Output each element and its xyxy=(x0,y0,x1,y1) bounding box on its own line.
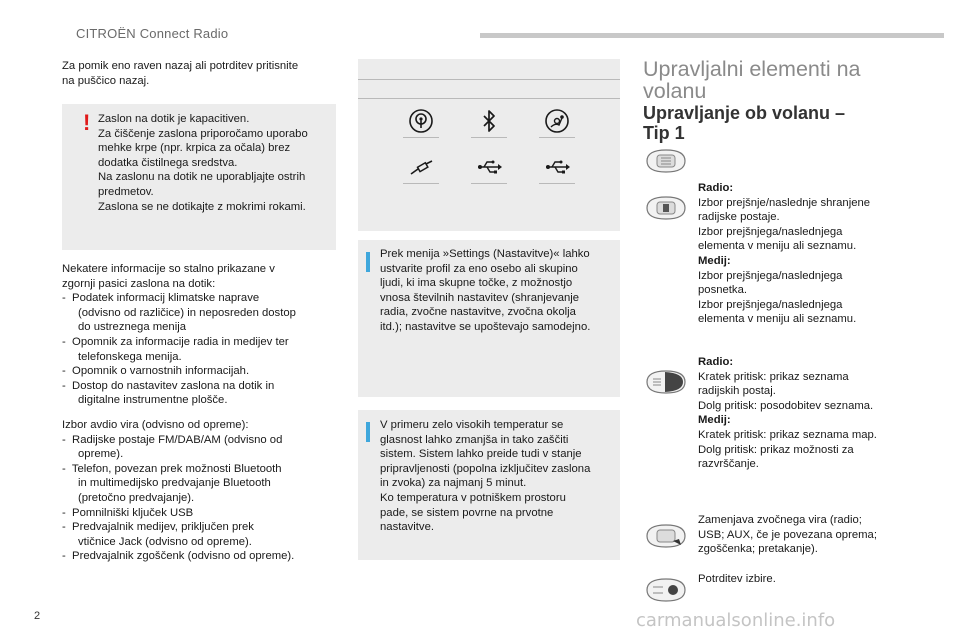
intro-text xyxy=(62,59,352,88)
text-line: Na zaslonu na dotik ne uporabljajte ostrih xyxy=(98,171,306,184)
text-line: USB; AUX, če je povezana oprema; xyxy=(698,528,877,541)
info-icon xyxy=(366,422,370,442)
text-line: zgoščenka; pretakanje). xyxy=(698,543,818,556)
text-line: Izbor prejšnjega/naslednjega xyxy=(698,269,843,282)
icon-separator xyxy=(403,137,439,138)
text-line: elementa v meniju ali seznamu. xyxy=(698,240,857,253)
list-item: - Pomnilniški ključek USB xyxy=(62,506,194,519)
text-line: Dolg pritisk: posodobitev seznama. xyxy=(698,399,874,412)
header-rule xyxy=(480,33,944,38)
text-line: Medij: xyxy=(698,254,731,267)
icon-separator xyxy=(471,183,507,184)
list-item-cont: (odvisno od različice) in neposreden dostop xyxy=(78,306,296,319)
section-title xyxy=(643,58,861,102)
text-line: Za čiščenje zaslona priporočamo uporabo xyxy=(98,127,308,140)
text-line: sistem. Sistem lahko preide tudi v stanje xyxy=(380,448,582,461)
usb-icon xyxy=(474,152,504,182)
info-box-temperature-text xyxy=(380,418,612,535)
text-line: Prek menija »Settings (Nastavitve)« lahko xyxy=(380,248,590,260)
text-line: Kratek pritisk: prikaz seznama xyxy=(698,370,849,383)
text-line: Izbor prejšnje/naslednje shranjene xyxy=(698,196,871,209)
steering-control-icon xyxy=(643,521,689,551)
text-line: radia, zvočne nastavitve, zvočna okolja xyxy=(380,306,576,319)
subtitle-line: Tip 1 xyxy=(643,123,685,143)
icon-separator xyxy=(539,137,575,138)
list-item: - Opomnik o varnostnih informacijah. xyxy=(62,365,250,378)
list-item: - Podatek informacij klimatske naprave xyxy=(62,292,260,305)
text-line: pade, se sistem povrne na prvotne xyxy=(380,506,554,519)
list-item-cont: digitalne instrumentne plošče. xyxy=(78,394,228,407)
text-line: ljudi, ki ima skupne točke, z možnostjo xyxy=(380,277,573,290)
text-line: Dolg pritisk: prikaz možnosti za xyxy=(698,443,854,456)
section-subtitle xyxy=(643,103,845,143)
title-line: volanu xyxy=(643,79,707,103)
steering-control-icon xyxy=(643,146,689,176)
text-line: dodatka čistilnega sredstva. xyxy=(98,156,238,169)
text-line: razvrščanje. xyxy=(698,458,759,471)
text-line: Nekatere informacije so stalno prikazane v xyxy=(62,263,275,275)
list-item: - Telefon, povezan prek možnosti Bluetooth xyxy=(62,462,282,475)
jack-icon xyxy=(406,152,436,182)
text-line: pripravljenosti (popolna izklјučitev zaslona xyxy=(380,462,591,475)
list-item: - Dostop do nastavitev zaslona na dotik in xyxy=(62,379,275,392)
steering-control-icon xyxy=(643,367,689,397)
subtitle-line: Upravljanje ob volanu – xyxy=(643,103,846,123)
text-line: Medij: xyxy=(698,414,731,427)
control-description xyxy=(698,355,913,472)
list-item-cont: in multimedijsko predvajanje Bluetooth xyxy=(78,477,271,490)
text-line: Potrditev izbire. xyxy=(698,573,776,585)
text-line: Zaslon na dotik je kapacitiven. xyxy=(98,113,250,125)
text-line: radijskih postaj. xyxy=(698,385,776,398)
list-item: - Radijske postaje FM/DAB/AM (odvisno od xyxy=(62,433,283,446)
info-icon xyxy=(366,252,370,272)
text-line: Ko temperatura v potniškem prostoru xyxy=(380,491,566,504)
text-line: Kratek pritisk: prikaz seznama map. xyxy=(698,428,877,441)
list-item: - Opomnik za informacije radia in medijev ter xyxy=(62,335,289,348)
icon-separator xyxy=(539,183,575,184)
page-number: 2 xyxy=(34,610,41,622)
control-description xyxy=(698,181,913,327)
text-line: Radio: xyxy=(698,356,734,368)
text-line: ustvarite profil za eno osebo ali skupino xyxy=(380,262,578,275)
text-line: V primeru zelo visokih temperatur se xyxy=(380,419,564,431)
info-box-settings-text xyxy=(380,247,612,335)
list-item: - Predvajalnik zgoščenk (odvisno od opreme). xyxy=(62,550,295,563)
text-line: elementa v meniju ali seznamu. xyxy=(698,313,857,326)
screen-illustration xyxy=(358,59,620,231)
text-line: Zamenjava zvočnega vira (radio; xyxy=(698,514,862,526)
text-line: Izbor prejšnjega/naslednjega xyxy=(698,298,843,311)
bluetooth-icon xyxy=(474,106,504,136)
top-bar-info-text xyxy=(62,262,352,408)
icon-separator xyxy=(471,137,507,138)
steering-control-icon xyxy=(643,575,689,605)
screen-divider xyxy=(358,79,620,80)
list-item-cont: (pretočno predvajanje). xyxy=(78,491,195,504)
watermark: carmanualsonline.info xyxy=(636,610,836,631)
text-line: Radio: xyxy=(698,182,734,194)
usb-icon xyxy=(542,152,572,182)
cd-icon xyxy=(542,106,572,136)
control-description xyxy=(698,513,913,557)
steering-control-icon xyxy=(643,193,689,223)
text-line: Izbor avdio vira (odvisno od opreme): xyxy=(62,419,249,431)
warning-text xyxy=(98,112,334,214)
text-line: in zvoka) za najmanj 5 minut. xyxy=(380,477,527,490)
text-line: itd.); nastavitve se upoštevajo samodejno. xyxy=(380,320,591,333)
text-line: posnetka. xyxy=(698,284,747,297)
icon-separator xyxy=(403,183,439,184)
text-line: vnosa številnih nastavitev (shranjevanje xyxy=(380,291,580,304)
text-line: radijske postaje. xyxy=(698,211,780,224)
text-line: glasnost lahko zmanjša in tako zaščiti xyxy=(380,433,569,446)
title-line: Upravljalni elementi na xyxy=(643,57,861,81)
text-line: na puščico nazaj. xyxy=(62,74,150,87)
list-item-cont: vtičnice Jack (odvisno od opreme). xyxy=(78,535,252,548)
list-item-cont: opreme). xyxy=(78,448,124,461)
text-line: nastavitve. xyxy=(380,521,435,534)
control-description xyxy=(698,572,913,587)
text-line: mehke krpe (npr. krpica za očala) brez xyxy=(98,142,291,155)
radio-icon xyxy=(406,106,436,136)
list-item: - Predvajalnik medijev, priključen prek xyxy=(62,521,254,534)
text-line: Zaslona se ne dotikajte z mokrimi rokami. xyxy=(98,200,306,213)
header-title: CITROËN Connect Radio xyxy=(76,26,229,41)
screen-divider xyxy=(358,98,620,99)
text-line: predmetov. xyxy=(98,185,154,198)
audio-source-text xyxy=(62,418,352,564)
list-item-cont: do ustreznega menija xyxy=(78,321,187,334)
text-line: Izbor prejšnjega/naslednjega xyxy=(698,225,843,238)
text-line: Za pomik eno raven nazaj ali potrditev pritisnite xyxy=(62,60,299,72)
warning-icon: ! xyxy=(83,110,91,135)
text-line: zgornji pasici zaslona na dotik: xyxy=(62,277,216,290)
list-item-cont: telefonskega menija. xyxy=(78,350,182,363)
